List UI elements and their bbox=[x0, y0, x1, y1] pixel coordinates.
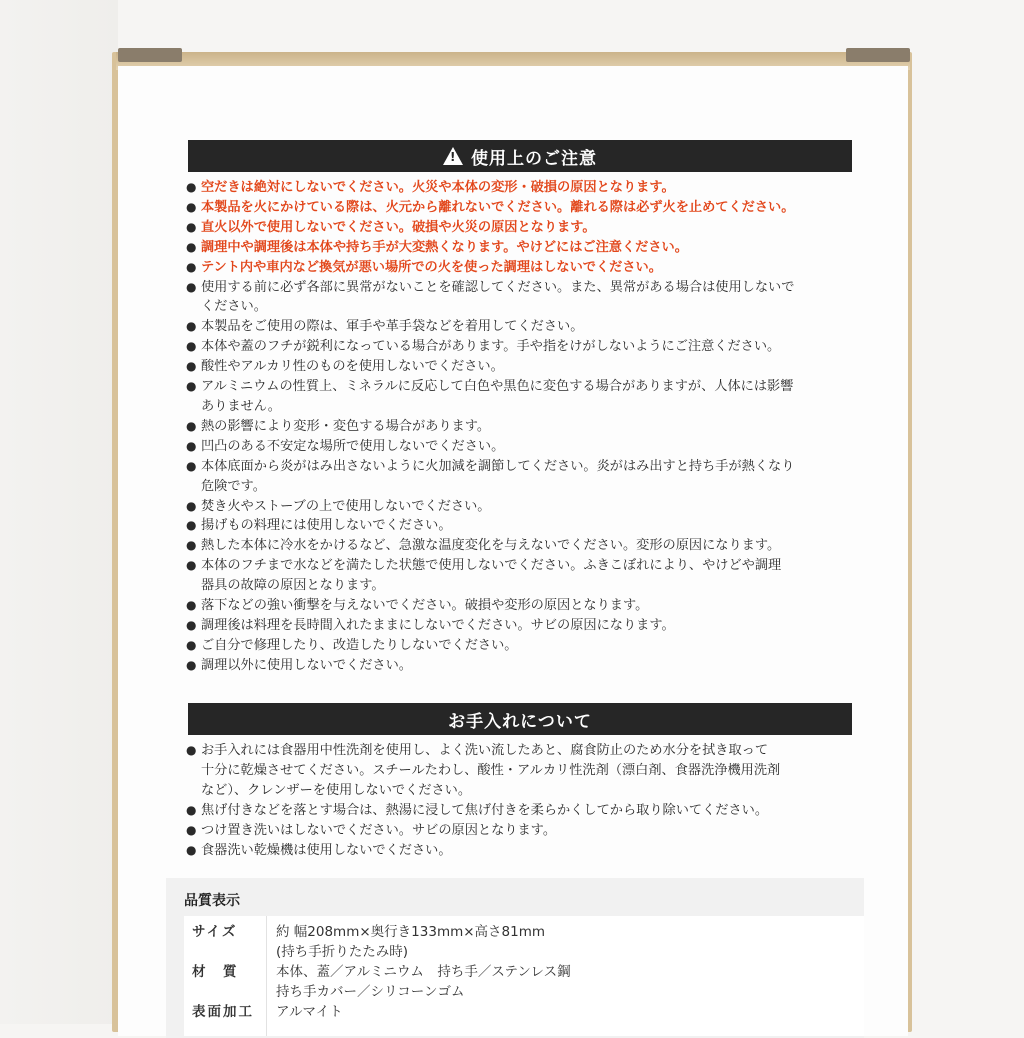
quality-label: 表面加工 bbox=[192, 1004, 254, 1020]
caution-item: ● 調理後は料理を長時間入れたままにしないでください。サビの原因になります。 bbox=[186, 616, 858, 636]
care-heading: お手入れについて bbox=[448, 711, 592, 732]
caution-item-important: ● 本製品を火にかけている際は、火元から離れないでください。離れる際は必ず火を止めてください。 bbox=[186, 198, 858, 218]
caution-item: ● 酸性やアルカリ性のものを使用しないでください。 bbox=[186, 357, 858, 377]
care-item: ● 焦げ付きなどを落とす場合は、熱湯に浸して焦げ付きを柔らかくしてから取り除いてください。 bbox=[186, 801, 858, 821]
caution-item: ● 本製品をご使用の際は、軍手や革手袋などを着用してください。 bbox=[186, 317, 858, 337]
caution-item-important: ● 直火以外で使用しないでください。破損や火災の原因となります。 bbox=[186, 218, 858, 238]
caution-heading: 使用上のご注意 bbox=[471, 148, 597, 169]
background-surface bbox=[0, 0, 118, 1024]
quality-title: 品質表示 bbox=[184, 893, 240, 909]
caution-heading-bar bbox=[188, 140, 852, 172]
quality-label: サイズ bbox=[192, 924, 238, 940]
box-tab-left bbox=[118, 48, 182, 62]
caution-item-important: ● テント内や車内など換気が悪い場所での火を使った調理はしないでください。 bbox=[186, 258, 858, 278]
caution-item: ● 使用する前に必ず各部に異常がないことを確認してください。また、異常がある場合は使用しないで ください。 bbox=[186, 278, 858, 318]
quality-value: アルマイト bbox=[276, 1004, 343, 1020]
caution-item: ● 本体や蓋のフチが鋭利になっている場合があります。手や指をけがしないようにご注意ください。 bbox=[186, 337, 858, 357]
caution-item: ● 調理以外に使用しないでください。 bbox=[186, 656, 858, 676]
caution-item: ● 凹凸のある不安定な場所で使用しないでください。 bbox=[186, 437, 858, 457]
caution-item: ● 本体底面から炎がはみ出さないように火加減を調節してください。炎がはみ出すと持ち手が熱くなり 危険です。 bbox=[186, 457, 858, 497]
caution-item: ● 熱の影響により変形・変色する場合があります。 bbox=[186, 417, 858, 437]
quality-value: 約 幅208mm×奥行き133mm×高さ81mm (持ち手折りたたみ時) bbox=[276, 924, 546, 960]
caution-item: ● ご自分で修理したり、改造したりしないでください。 bbox=[186, 636, 858, 656]
caution-item: ● 本体のフチまで水などを満たした状態で使用しないでください。ふきこぼれにより、やけどや調理 器具の故障の原因となります。 bbox=[186, 556, 858, 596]
box-tab-right bbox=[846, 48, 910, 62]
caution-item: ● 落下などの強い衝撃を与えないでください。破損や変形の原因となります。 bbox=[186, 596, 858, 616]
caution-item: ● 焚き火やストーブの上で使用しないでください。 bbox=[186, 497, 858, 517]
care-item: ● お手入れには食器用中性洗剤を使用し、よく洗い流したあと、腐食防止のため水分を拭き取って 十分に乾燥させてください。スチールたわし、酸性・アルカリ性洗剤（漂白剤、食器洗浄機用洗剤 など）、クレンザーを使用しないでください。 bbox=[186, 741, 858, 801]
caution-item: ● 揚げもの料理には使用しないでください。 bbox=[186, 516, 858, 536]
warning-triangle-icon bbox=[443, 147, 463, 165]
quality-row-size bbox=[192, 922, 546, 960]
caution-item: ● 熱した本体に冷水をかけるなど、急激な温度変化を与えないでください。変形の原因になります。 bbox=[186, 536, 858, 556]
care-list bbox=[186, 741, 858, 860]
caution-item-important: ● 調理中や調理後は本体や持ち手が大変熱くなります。やけどにはご注意ください。 bbox=[186, 238, 858, 258]
quality-table-divider bbox=[266, 916, 267, 1036]
quality-value: 本体、蓋／アルミニウム 持ち手／ステンレス鋼 持ち手カバー／シリコーンゴム bbox=[276, 964, 571, 1000]
quality-label: 材 質 bbox=[192, 964, 239, 980]
care-heading-bar bbox=[188, 703, 852, 735]
quality-row-material bbox=[192, 962, 571, 1000]
caution-item-important: ● 空だきは絶対にしないでください。火災や本体の変形・破損の原因となります。 bbox=[186, 178, 858, 198]
care-item: ● 食器洗い乾燥機は使用しないでください。 bbox=[186, 841, 858, 861]
care-item: ● つけ置き洗いはしないでください。サビの原因となります。 bbox=[186, 821, 858, 841]
quality-row-finish bbox=[192, 1002, 343, 1022]
caution-list bbox=[186, 178, 858, 676]
caution-item: ● アルミニウムの性質上、ミネラルに反応して白色や黒色に変色する場合がありますが、人体には影響 ありません。 bbox=[186, 377, 858, 417]
